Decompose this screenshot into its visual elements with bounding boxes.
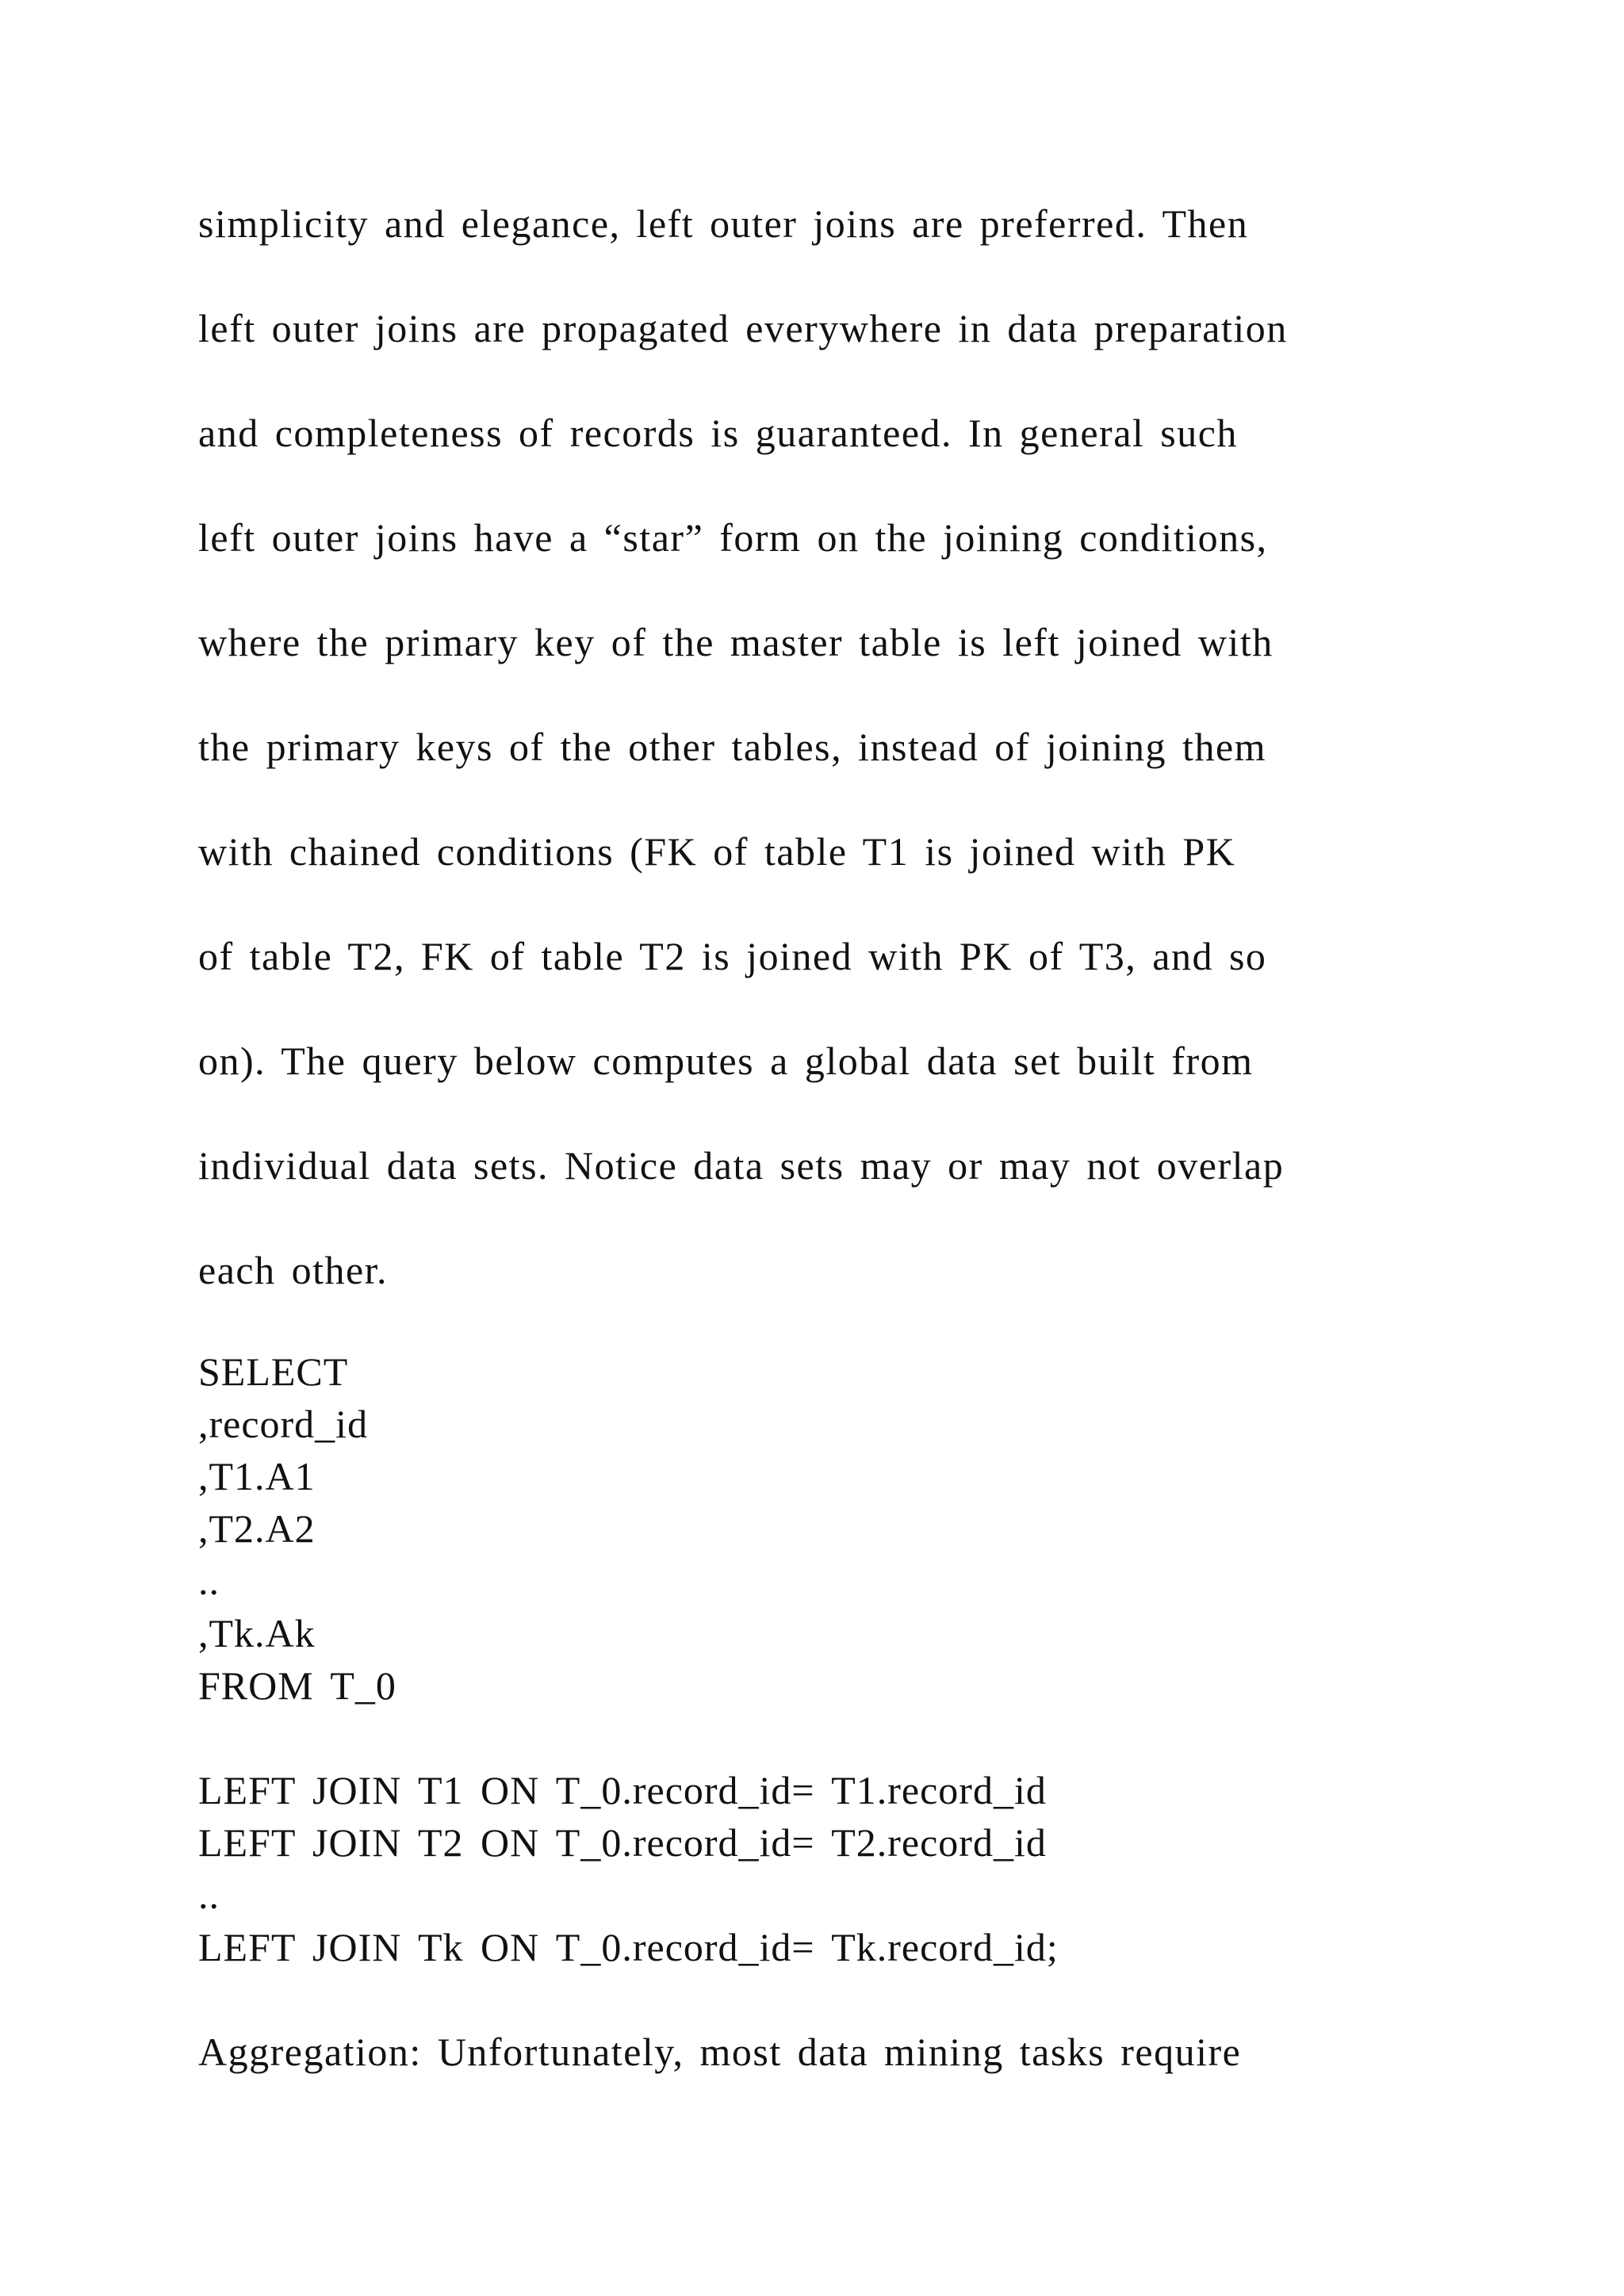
paragraph-line: left outer joins are propagated everywhere in data preparation [198, 306, 1288, 350]
sql-line: SELECT [198, 1349, 349, 1394]
paragraph-line: Aggregation: Unfortunately, most data mining tasks require [198, 2030, 1242, 2074]
sql-line: ,Tk.Ak [198, 1611, 316, 1655]
paragraph-line: of table T2, FK of table T2 is joined with PK of T3, and so [198, 934, 1267, 978]
paragraph-line: each other. [198, 1248, 389, 1292]
sql-line: .. [198, 1873, 220, 1917]
sql-line: LEFT JOIN T2 ON T_0.record_id= T2.record_id [198, 1820, 1047, 1865]
sql-line: .. [198, 1559, 220, 1603]
paragraph-line: where the primary key of the master table is left joined with [198, 620, 1274, 664]
sql-line: ,record_id [198, 1402, 369, 1446]
sql-line: LEFT JOIN Tk ON T_0.record_id= Tk.record_id; [198, 1925, 1059, 1969]
paragraph-line: simplicity and elegance, left outer joins are preferred. Then [198, 201, 1249, 246]
paragraph-line: individual data sets. Notice data sets may or may not overlap [198, 1143, 1285, 1188]
sql-line: LEFT JOIN T1 ON T_0.record_id= T1.record_id [198, 1768, 1047, 1812]
paragraph-line: and completeness of records is guaranteed. In general such [198, 411, 1238, 455]
paragraph-line: on). The query below computes a global data set built from [198, 1039, 1254, 1083]
paragraph-line: the primary keys of the other tables, instead of joining them [198, 725, 1267, 769]
paragraph-line: left outer joins have a “star” form on the joining conditions, [198, 515, 1268, 560]
sql-line: FROM T_0 [198, 1663, 396, 1708]
sql-line: ,T1.A1 [198, 1454, 316, 1498]
paragraph-line: with chained conditions (FK of table T1 is joined with PK [198, 829, 1236, 874]
sql-line: ,T2.A2 [198, 1506, 316, 1551]
